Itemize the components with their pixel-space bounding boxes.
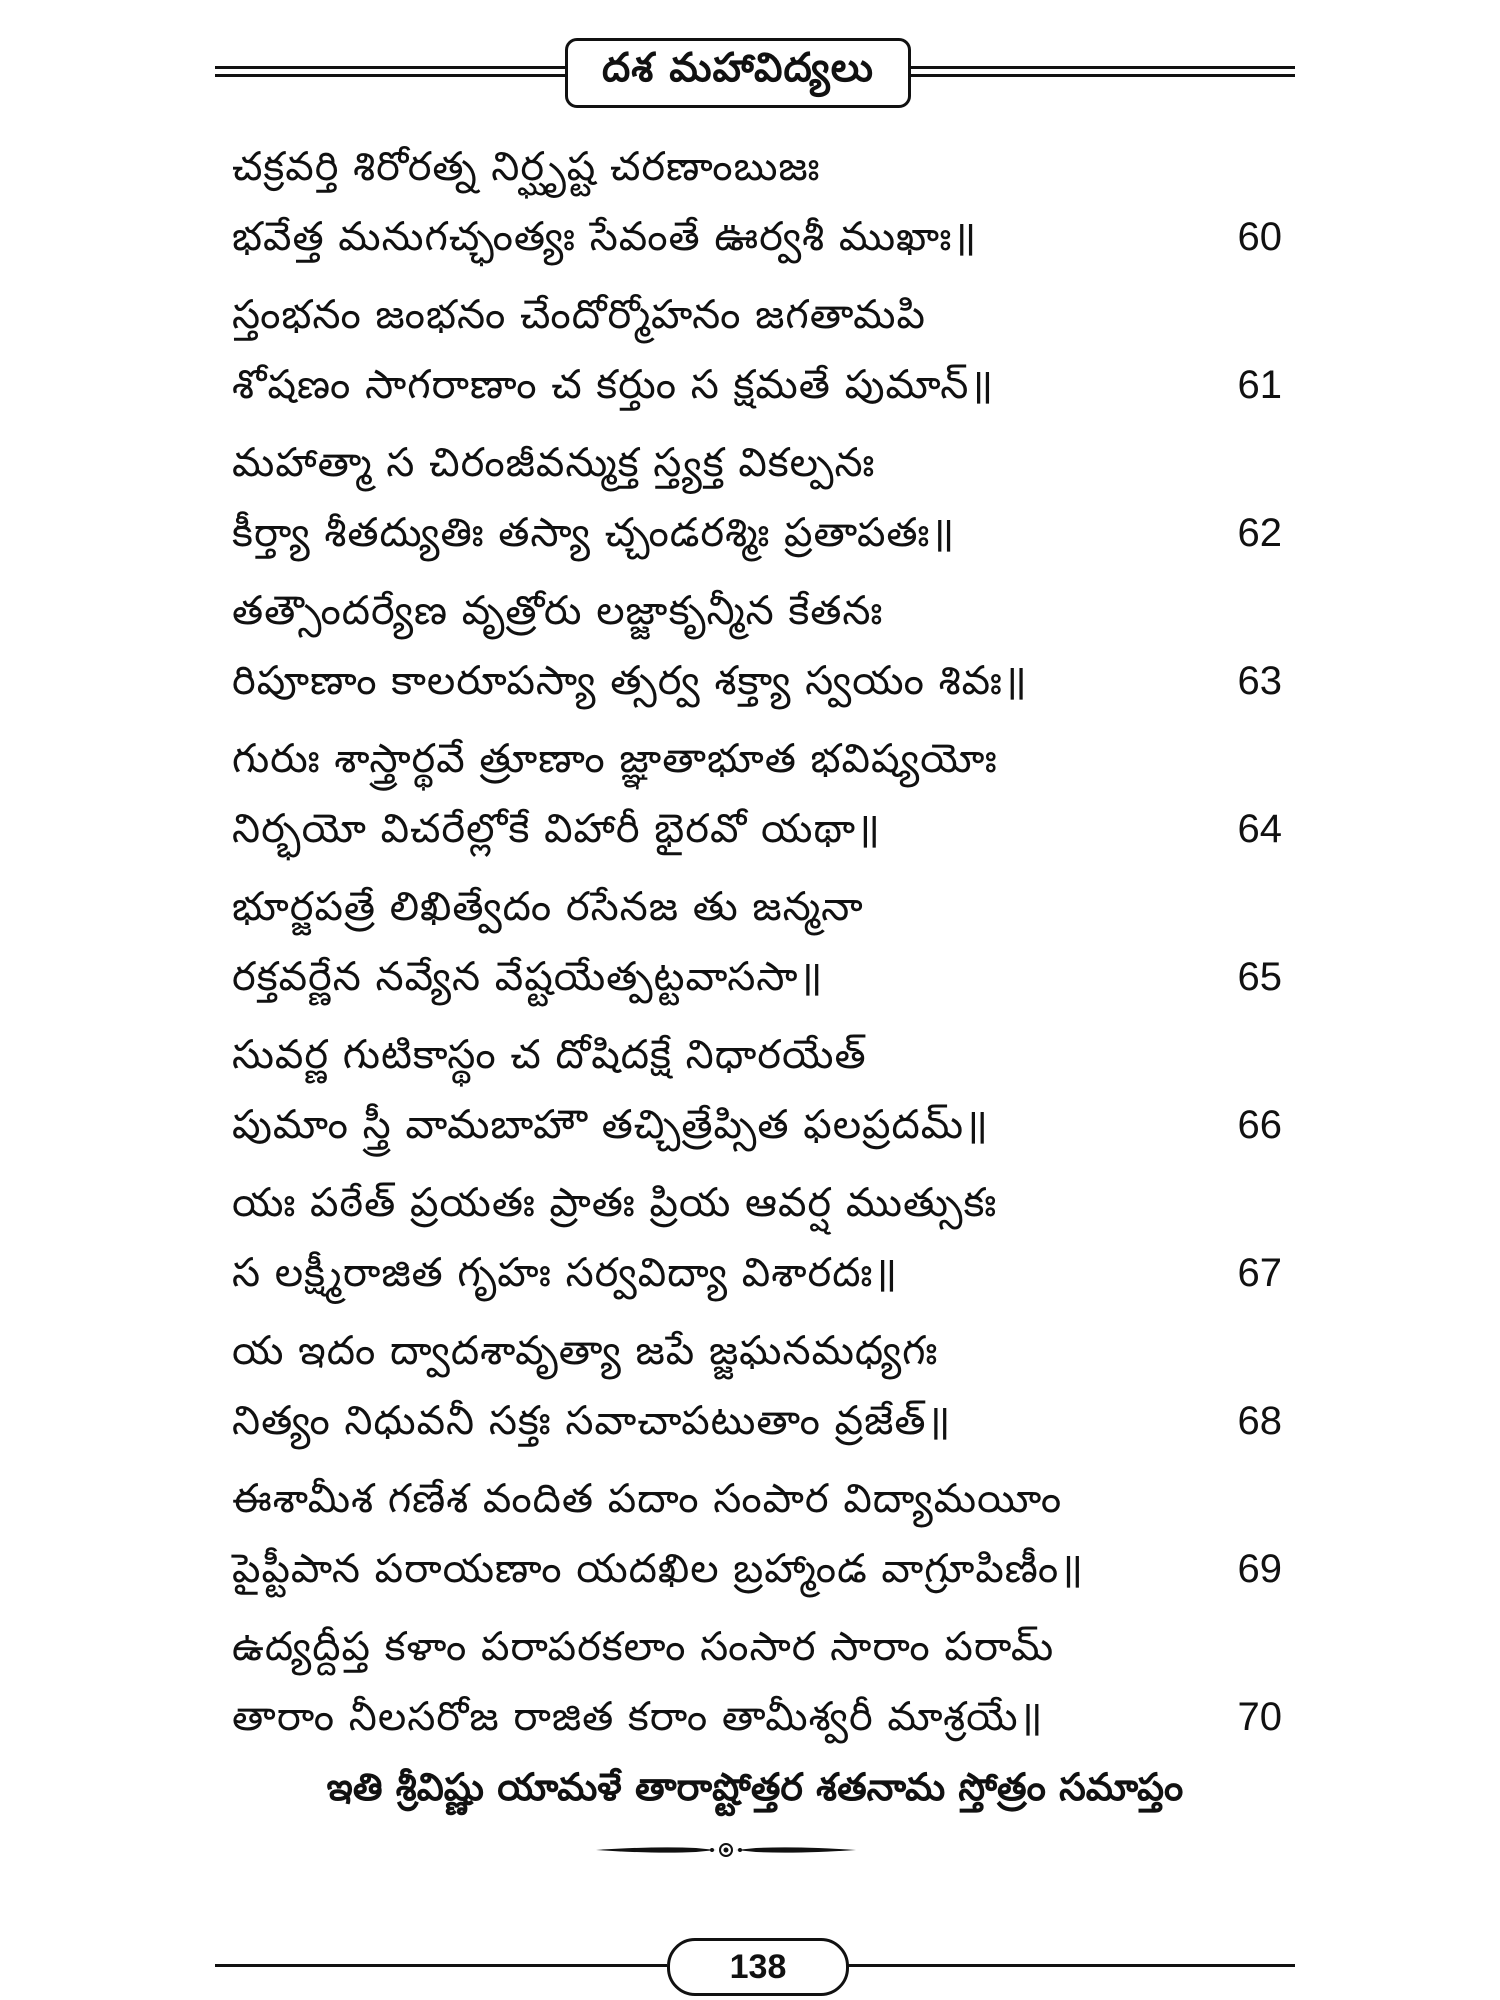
verse-line-2: రిపూణాం కాలరూపస్యా త్సర్వ శక్త్యా స్వయం శివః॥	[232, 658, 1028, 704]
verse-line-1: మహాత్మా స చిరంజీవన్ముక్త స్త్యక్త వికల్పనః	[232, 440, 876, 486]
verse-line-1: చక్రవర్తి శిరోరత్న నిర్ఘృష్ట చరణాంబుజః	[232, 144, 821, 190]
verse-line-1: సువర్ణ గుటికాస్థం చ దోషిదక్షే నిధారయేత్	[232, 1032, 867, 1078]
verse	[232, 572, 1282, 720]
verse-number: 60	[1237, 215, 1282, 259]
verse	[232, 424, 1282, 572]
verse-line-2: కీర్త్యా శీతద్యుతిః తస్యా చ్చండరశ్మిః ప్రతాపతః॥	[232, 510, 956, 556]
header-title: దశ మహావిద్యలు	[565, 38, 911, 108]
verse-number: 65	[1237, 955, 1282, 999]
page-footer	[215, 1938, 1295, 1998]
page-number: 138	[667, 1938, 849, 1996]
verse-number: 68	[1237, 1399, 1282, 1443]
verse-number: 70	[1237, 1695, 1282, 1739]
verse-line-1: ఉద్యద్దీప్త కళాం పరాపరకలాం సంసార సారాం పరామ్	[232, 1624, 1055, 1670]
verse-number: 62	[1237, 511, 1282, 555]
footer-rule-right	[843, 1964, 1295, 1967]
verse-line-1: య ఇదం ద్వాదశావృత్యా జపే జ్జఘనమధ్యగః	[232, 1328, 939, 1374]
verse	[232, 720, 1282, 868]
verse-line-1: స్తంభనం జంభనం చేందోర్మోహనం జగతామపి	[232, 292, 926, 338]
verse-number: 64	[1237, 807, 1282, 851]
verse-line-2: శోషణం సాగరాణాం చ కర్తుం స క్షమతే పుమాన్॥	[232, 362, 995, 408]
verse	[232, 128, 1282, 276]
verse	[232, 1608, 1282, 1756]
verse	[232, 868, 1282, 1016]
verse-number: 63	[1237, 659, 1282, 703]
verse-line-1: గురుః శాస్త్రార్థవే త్రూణాం జ్ఞాతాభూత భవిష్యయోః	[232, 736, 998, 782]
verse-line-2: భవేత్త మనుగచ్ఛంత్యః సేవంతే ఊర్వశీ ముఖాః॥	[232, 214, 978, 260]
verse-line-1: యః పఠేత్ ప్రయతః ప్రాతః ప్రియ ఆవర్ష ముత్సుకః	[232, 1180, 998, 1226]
verse-line-2: నిర్భయో విచరేల్లోకే విహారీ భైరవో యథా॥	[232, 806, 882, 852]
verse-line-1: ఈశామీశ గణేశ వందిత పదాం సంపార విద్యామయీం	[232, 1476, 1063, 1522]
verse-line-2: పైప్టీపాన పరాయణాం యదఖిల బ్రహ్మాండ వాగ్రూపిణీం॥	[232, 1546, 1085, 1592]
footer-rule-left	[215, 1964, 667, 1967]
colophon: ఇతి శ్రీవిష్ణు యామళే తారాష్టోత్తర శతనామ స్తోత్రం సమాప్తం	[326, 1765, 1184, 1809]
verse	[232, 1016, 1282, 1164]
verse	[232, 1164, 1282, 1312]
verse	[232, 1460, 1282, 1608]
verse	[232, 276, 1282, 424]
verse-line-2: స లక్ష్మీరాజిత గృహః సర్వవిద్యా విశారదః॥	[232, 1250, 899, 1296]
page-header	[215, 38, 1295, 106]
ornament-divider	[596, 1840, 856, 1860]
verse	[232, 1312, 1282, 1460]
verse-line-2: పుమాం స్త్రీ వామబాహౌ తచ్చిత్రేప్సిత ఫలప్రదమ్॥	[232, 1102, 990, 1148]
verse-number: 67	[1237, 1251, 1282, 1295]
verse-line-1: తత్సౌందర్యేణ వృత్రోరు లజ్జాకృన్మీన కేతనః	[232, 588, 884, 634]
verse-line-2: నిత్యం నిధువనీ సక్తః సవాచాపటుతాం వ్రజేత్॥	[232, 1398, 952, 1444]
verse-line-1: భూర్జపత్రే లిఖిత్వేదం రసేనజ తు జన్మనా	[232, 884, 864, 930]
verse-line-2: తారాం నీలసరోజ రాజిత కరాం తామీశ్వరీ మాశ్రయే॥	[232, 1694, 1044, 1740]
verse-line-2: రక్తవర్ణేన నవ్యేన వేష్టయేత్పట్టవాససా॥	[232, 954, 824, 1000]
verse-number: 61	[1237, 363, 1282, 407]
verse-list	[232, 128, 1282, 1756]
verse-number: 66	[1237, 1103, 1282, 1147]
verse-number: 69	[1237, 1547, 1282, 1591]
